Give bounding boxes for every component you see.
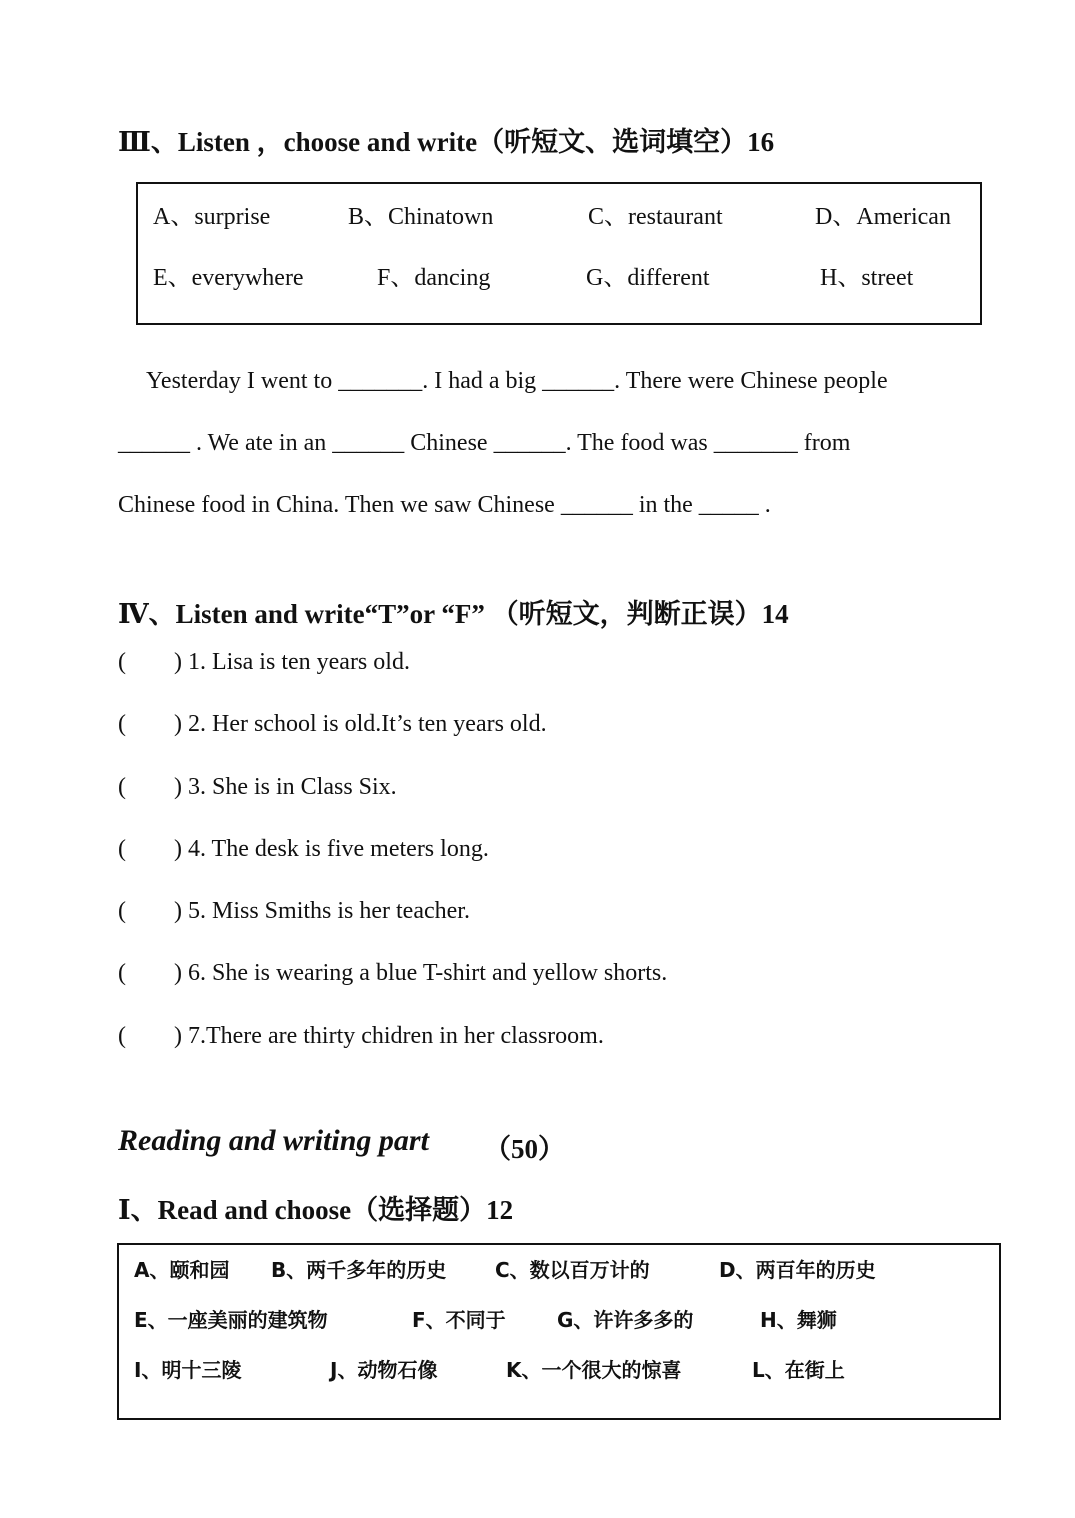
tf-item: ( ) 4. The desk is five meters long. xyxy=(118,836,489,862)
word-option: B、Chinatown xyxy=(348,204,494,230)
tf-item: ( ) 6. She is wearing a blue T-shirt and yellow shorts. xyxy=(118,960,668,986)
passage-line: ______ . We ate in an ______ Chinese ______. The food was _______ from xyxy=(118,430,851,456)
tf-item: ( ) 3. She is in Class Six. xyxy=(118,774,397,800)
reading-part-score: （50） xyxy=(484,1134,565,1164)
reading-part-title: Reading and writing part xyxy=(118,1124,429,1157)
tf-item: ( ) 5. Miss Smiths is her teacher. xyxy=(118,898,470,924)
tf-item: ( ) 1. Lisa is ten years old. xyxy=(118,649,410,675)
word-option: F、dancing xyxy=(377,265,491,291)
cn-option: F、不同于 xyxy=(412,1308,506,1332)
word-option: A、surprise xyxy=(153,204,271,230)
word-option: E、everywhere xyxy=(153,265,304,291)
cn-option: I、明十三陵 xyxy=(134,1358,242,1382)
word-option: H、street xyxy=(820,265,914,291)
word-option: C、restaurant xyxy=(588,204,723,230)
cn-option: H、舞狮 xyxy=(760,1308,837,1332)
word-option: G、different xyxy=(586,265,710,291)
cn-option: K、一个很大的惊喜 xyxy=(506,1358,682,1382)
reading-section1-heading: Ⅰ、Read and choose（选择题）12 xyxy=(118,1195,514,1225)
tf-item: ( ) 2. Her school is old.It’s ten years old. xyxy=(118,711,547,737)
cn-option: A、颐和园 xyxy=(134,1258,230,1282)
passage-line: Yesterday I went to _______. I had a big ______. There were Chinese people xyxy=(146,368,888,394)
cn-option: J、动物石像 xyxy=(330,1358,438,1382)
section3-heading: Ⅲ、Listen ，choose and write（听短文、选词填空）16 xyxy=(118,127,775,157)
word-option: D、American xyxy=(815,204,951,230)
cn-option: L、在街上 xyxy=(752,1358,845,1382)
section4-heading: Ⅳ、Listen and write“T”or “F” （听短文，判断正误）14 xyxy=(118,599,789,629)
tf-item: ( ) 7.There are thirty chidren in her classroom. xyxy=(118,1023,604,1049)
cn-option: C、数以百万计的 xyxy=(495,1258,650,1282)
cn-option: E、一座美丽的建筑物 xyxy=(134,1308,328,1332)
cn-option: G、许许多多的 xyxy=(557,1308,694,1332)
passage-line: Chinese food in China. Then we saw Chinese ______ in the _____ . xyxy=(118,492,771,518)
cn-option: D、两百年的历史 xyxy=(719,1258,876,1282)
cn-option: B、两千多年的历史 xyxy=(271,1258,447,1282)
